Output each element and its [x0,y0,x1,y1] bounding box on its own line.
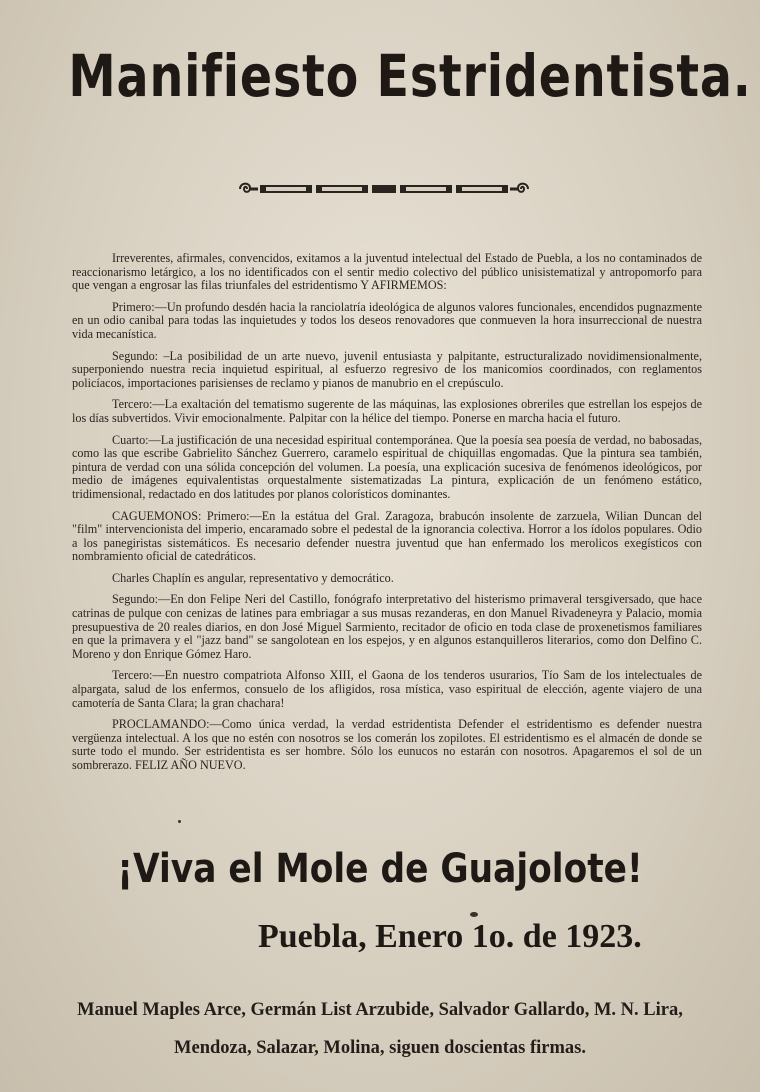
point-third: Tercero:—La exaltación del tematismo sugerente de las máquinas, las explosiones obreriles que estrellan los espejos de los días subvertidos. Vivir emocionalmente. Palpitar con la hélice del tiempo. Ponerse en marcha hacia el futuro. [72,397,702,425]
place-date: Puebla, Enero 1o. de 1923. [258,918,642,955]
intro-paragraph: Irreverentes, afirmales, convencidos, exitamos a la juventud intelectual del Estado de Puebla, a los no contaminados de reaccionarismo letárgico, a los no identificados con el sentir medio colectivo del público unisistematizal y antropomorfo para que vengan a engrosar las filas triunfales del estridentismo Y AFIRMEMOS: [72,251,702,293]
signatures-line-2: Mendoza, Salazar, Molina, siguen doscientas firmas. [174,1038,586,1058]
caguemonos-first: CAGUEMONOS: Primero:—En la estátua del Gral. Zaragoza, brabucón insolente de zarzuela, Wilian Duncan del "film" intervencionista del imperio, encaramado sobre el pedestal de la ignorancia colectiva. Horror a los ídolos populares. Odio a los panegiristas sistemáticos. Es necesario defender nuestra juventud que han enfermado los merolicos exegísticos con nombramiento oficial de catedráticos. [72,508,702,564]
viva-slogan: ¡Viva el Mole de Guajolote! [117,846,643,892]
ink-speck [178,820,181,823]
point-fourth: Cuarto:—La justificación de una necesidad espiritual contemporánea. Que la poesía sea poesía de verdad, no babosadas, como las que escribe Gabrielito Sánchez Guerrero, caramelo espiritual de chiquillas engomadas. Que la pintura sea también, pintura de verdad con una sólida concepción del volumen. La poesía, una explicación sucesiva de fenómenos ideológicos, por medio de imágenes equivalentistas orquestalmente sistematizadas La pintura, explicación de un fenómeno estático, tridimensional, redactado en dos latitudes por planos colorísticos dominantes. [72,432,702,501]
manifesto-body [72,252,702,781]
caguemonos-second: Segundo:—En don Felipe Neri del Castillo, fonógrafo interpretativo del histerismo primaveral tersgiversado, que hace catrinas de pulque con cenizas de latines para embriagar a sus musas rezanderas, en don Manuel Rivadeneyra y Palacio, momia presupuestiva de 20 reales diarios, en don José Miguel Sarmiento, recitador de oficio en toda clase de proxenetismos familiares en que la primavera y el "jazz band" se sangolotean en los espejos, y en algunos estanquilleros literarios, como don Delfino C. Moreno y don Enrique Gómez Haro. [72,592,702,661]
signatures-line-1: Manuel Maples Arce, Germán List Arzubide, Salvador Gallardo, M. N. Lira, [77,1000,683,1020]
charles-chaplin-line: Charles Chaplín es angular, representativo y democrático. [112,570,394,585]
proclamando-paragraph: PROCLAMANDO:—Como única verdad, la verdad estridentista Defender el estridentismo es defender nuestra vergüenza intelectual. A los que no estén con nosotros se los comerán los zopilotes. El estridentismo es el almacén de donde se surte todo el mundo. Ser estridentista es ser hombre. Sólo los eunucos no estarán con nosotros. Apagaremos el sol de un sombrerazo. FELIZ AÑO NUEVO. [72,717,702,772]
decorative-divider-icon [236,180,532,198]
ink-speck [470,912,478,917]
caguemonos-third: Tercero:—En nuestro compatriota Alfonso XIII, el Gaona de los tenderos usurarios, Tío Sam de los intelectuales de alpargata, salud de los enfermos, consuelo de los afligidos, rosa mística, vaso espiritual de elección, agente viajero de una camotería de Santa Clara; la gran chachara! [72,668,702,710]
manifesto-title: Manifiesto Estridentista. [68,42,752,110]
point-second: Segundo: –La posibilidad de un arte nuevo, juvenil entusiasta y palpitante, estructuralizado novidimensionalmente, superponiendo nuestra recia inquietud espiritual, al esfuerzo regresivo de los manicomios coordinados, con reglamentos policíacos, importaciones parisienses de reclamo y pianos de manubrio en el crepúsculo. [72,348,702,390]
point-first: Primero:—Un profundo desdén hacia la ranciolatría ideológica de algunos valores funcionales, encendidos pugnazmente en un odio canibal para todas las inquietudes y todos los deseos renovadores que conmueven la hora insurreccional de nuestra vida mecanística. [72,299,702,341]
